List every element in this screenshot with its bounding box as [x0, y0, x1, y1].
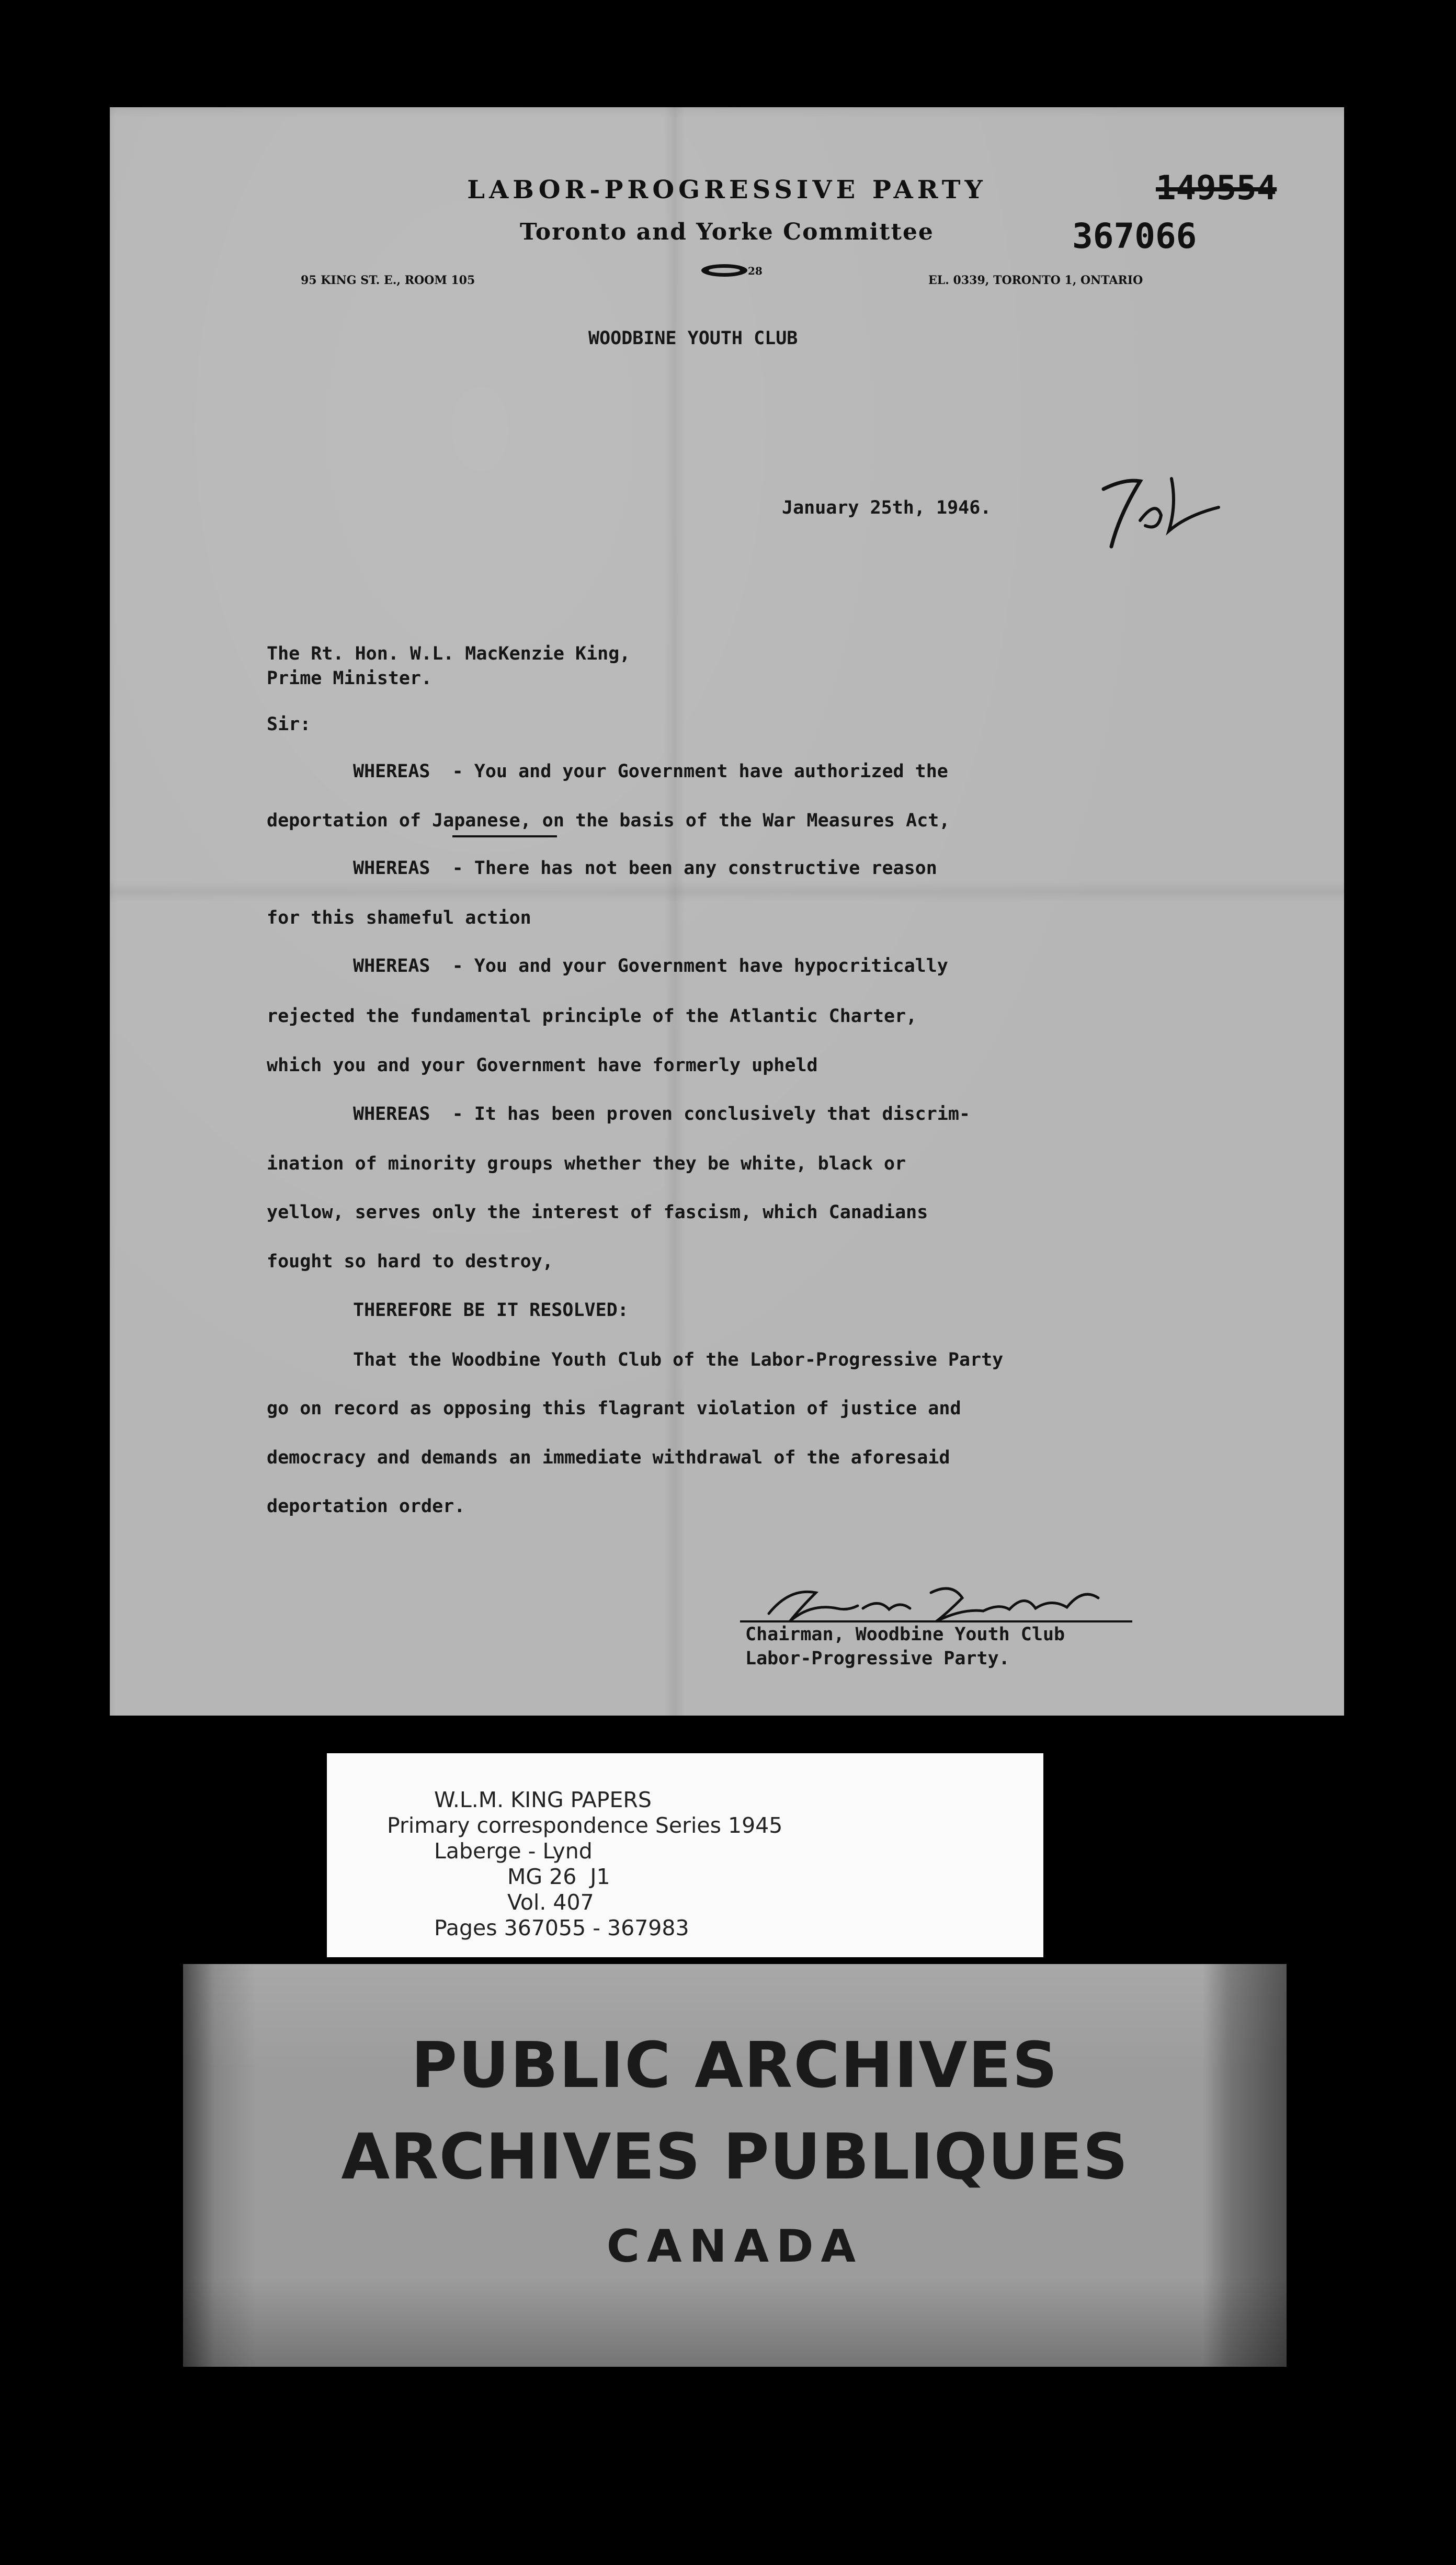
- archive-plate: [183, 1964, 1287, 2367]
- letter-line: deportation of Japanese, on the basis of the War Measures Act,: [267, 810, 950, 831]
- label-volume: Vol. 407: [507, 1890, 594, 1915]
- label-series: Primary correspondence Series 1945: [387, 1813, 783, 1838]
- letter-line: fought so hard to destroy,: [267, 1251, 553, 1272]
- club-heading: WOODBINE YOUTH CLUB: [588, 328, 798, 349]
- handwritten-annotation: [1083, 458, 1229, 562]
- signatory-title: Chairman, Woodbine Youth Club: [745, 1624, 1065, 1645]
- letterhead-committee: Toronto and Yorke Committee: [520, 219, 934, 245]
- letterhead-party-name: LABOR-PROGRESSIVE PARTY: [467, 175, 987, 205]
- letterhead-phone: EL. 0339, TORONTO 1, ONTARIO: [928, 274, 1143, 287]
- letter-line: which you and your Government have formerly upheld: [267, 1055, 818, 1076]
- handwritten-underline: [452, 835, 557, 837]
- letterhead-address: 95 KING ST. E., ROOM 105: [301, 274, 475, 287]
- label-fonds: MG 26 J1: [507, 1864, 610, 1889]
- plate-line-country: CANADA: [606, 2220, 863, 2273]
- reference-number-stamp: 367066: [1072, 216, 1197, 256]
- label-pages: Pages 367055 - 367983: [434, 1915, 689, 1940]
- letter-line: That the Woodbine Youth Club of the Labor-Progressive Party: [353, 1349, 1004, 1370]
- label-range: Laberge - Lynd: [434, 1838, 593, 1864]
- salutation: Sir:: [267, 714, 311, 735]
- signatory-party: Labor-Progressive Party.: [745, 1648, 1010, 1669]
- svg-text:28: 28: [748, 265, 763, 277]
- letter-line: democracy and demands an immediate withdrawal of the aforesaid: [267, 1447, 950, 1468]
- plate-line-english: PUBLIC ARCHIVES: [411, 2029, 1059, 2102]
- letter-line: for this shameful action: [267, 907, 531, 928]
- letter-line: ination of minority groups whether they be white, black or: [267, 1153, 906, 1174]
- old-reference-number: 149554: [1156, 169, 1277, 208]
- letter-line: yellow, serves only the interest of fascism, which Canadians: [267, 1202, 928, 1223]
- letter-line: rejected the fundamental principle of the Atlantic Charter,: [267, 1006, 917, 1027]
- letter-line: THEREFORE BE IT RESOLVED:: [353, 1300, 629, 1321]
- letter-line: go on record as opposing this flagrant violation of justice and: [267, 1398, 961, 1419]
- letter-line: WHEREAS - It has been proven conclusively that discrim-: [353, 1104, 971, 1125]
- catalogue-label: [327, 1753, 1043, 1957]
- letter-date: January 25th, 1946.: [782, 497, 992, 518]
- letter-line: WHEREAS - You and your Government have hypocritically: [353, 956, 948, 977]
- letter-line: deportation order.: [267, 1496, 465, 1517]
- signature-line: [740, 1620, 1132, 1622]
- letterhead-emblem-icon: [696, 260, 764, 281]
- addressee-title: Prime Minister.: [267, 668, 433, 689]
- label-collection: W.L.M. KING PAPERS: [434, 1787, 652, 1812]
- letter-page: [110, 107, 1344, 1716]
- plate-line-french: ARCHIVES PUBLIQUES: [341, 2121, 1129, 2194]
- letter-line: WHEREAS - There has not been any constructive reason: [353, 858, 937, 879]
- letter-line: WHEREAS - You and your Government have authorized the: [353, 761, 948, 782]
- addressee-name: The Rt. Hon. W.L. MacKenzie King,: [267, 643, 631, 664]
